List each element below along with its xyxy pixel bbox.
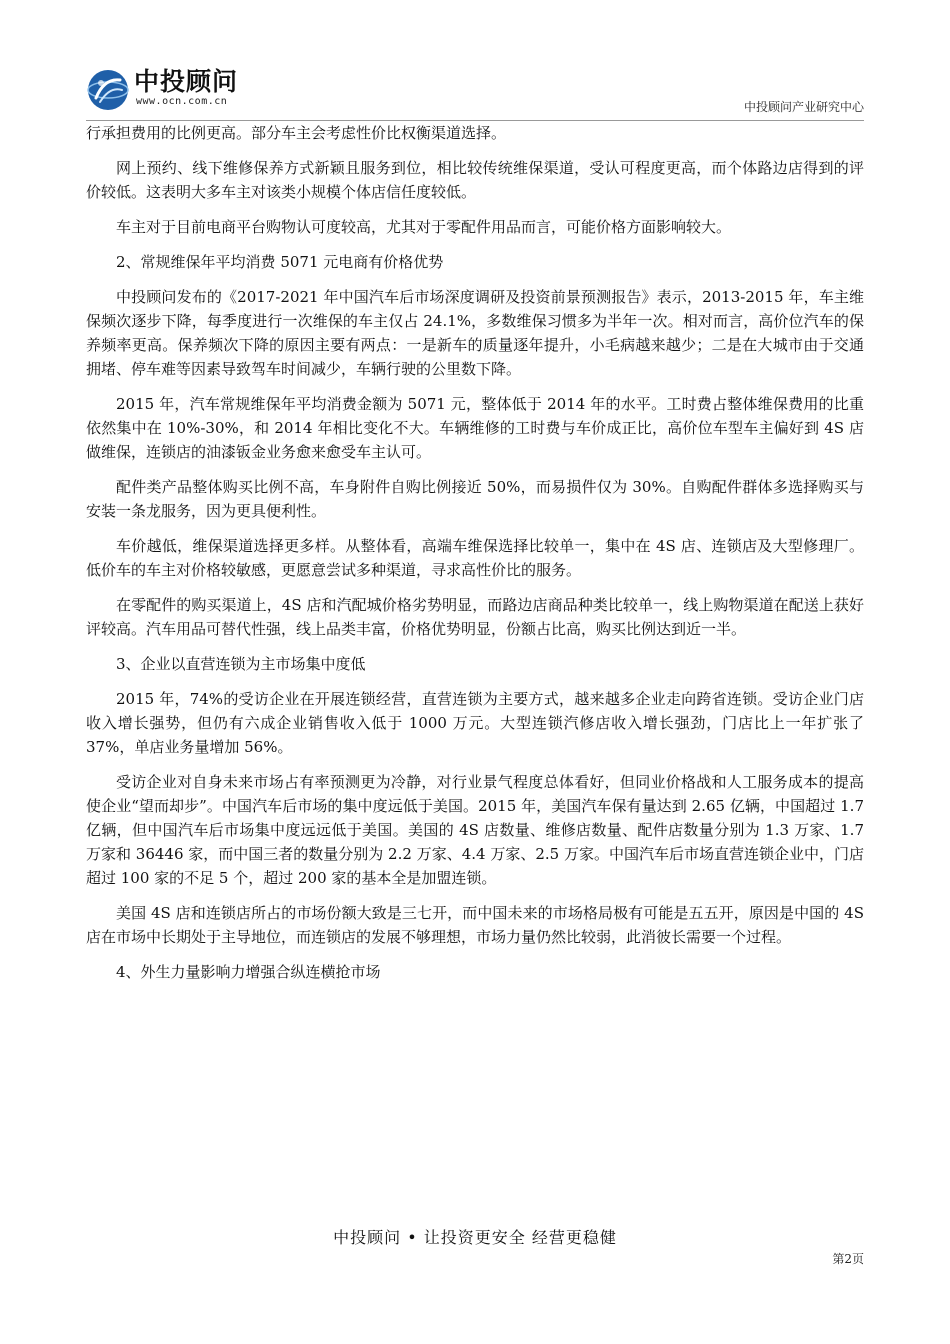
page-number: 第2页 <box>832 1252 864 1266</box>
section-heading: 4、外生力量影响力增强合纵连横抢市场 <box>116 963 381 981</box>
paragraph: 受访企业对自身未来市场占有率预测更为冷静，对行业景气程度总体看好，但同业价格战和人工服务成本的提高使企业“望而却步”。中国汽车后市场的集中度远低于美国。2015 年，美国汽车保有量达到 2.65 亿辆，中国超过 1.7 亿辆，但中国汽车后市场集中度远远低于美国。美国的 4S 店数量、维修店数量、配件店数量分别为 1.3 万家、1.7 万家和 36446 家，而中国三者的数量分别为 2.2 万家、4.4 万家、2.5 万家。中国汽车后市场直营连锁企业中，门店超过 100 家的不足 5 个，超过 200 家的基本全是加盟连锁。 <box>86 773 864 887</box>
paragraph: 车主对于目前电商平台购物认可度较高，尤其对于零配件用品而言，可能价格方面影响较大。 <box>116 218 732 236</box>
paragraph: 2015 年，74%的受访企业在开展连锁经营，直营连锁为主要方式，越来越多企业走向跨省连锁。受访企业门店收入增长强势，但仍有六成企业销售收入低于 1000 万元。大型连锁汽修店收入增长强劲，门店比上一年扩张了 37%，单店业务量增加 56%。 <box>86 690 864 756</box>
page-header <box>86 66 864 118</box>
logo-url: www.ocn.com.cn <box>136 96 228 107</box>
paragraph: 车价越低，维保渠道选择更多样。从整体看，高端车维保选择比较单一，集中在 4S 店、连锁店及大型修理厂。低价车的车主对价格较敏感，更愿意尝试多种渠道，寻求高性价比的服务。 <box>86 537 864 579</box>
section-heading: 3、企业以直营连锁为主市场集中度低 <box>116 655 366 673</box>
logo-globe-icon <box>86 68 130 112</box>
paragraph: 2015 年，汽车常规维保年平均消费金额为 5071 元，整体低于 2014 年的水平。工时费占整体维保费用的比重依然集中在 10%-30%，和 2014 年相比变化不大。车辆维修的工时费与车价成正比，高价位车型车主偏好到 4S 店做维保，连锁店的油漆钣金业务愈来愈受车主认可。 <box>86 395 864 461</box>
org-name: 中投顾问产业研究中心 <box>743 100 864 114</box>
paragraph: 美国 4S 店和连锁店所占的市场份额大致是三七开，而中国未来的市场格局极有可能是五五开，原因是中国的 4S 店在市场中长期处于主导地位，而连锁店的发展不够理想，市场力量仍然比较弱，此消彼长需要一个过程。 <box>86 904 864 946</box>
paragraph: 在零配件的购买渠道上，4S 店和汽配城价格劣势明显，而路边店商品种类比较单一，线上购物渠道在配送上获好评较高。汽车用品可替代性强，线上品类丰富，价格优势明显，份额占比高，购买比例达到近一半。 <box>86 596 864 638</box>
footer-motto: 中投顾问 • 让投资更安全 经营更稳健 <box>333 1228 617 1247</box>
paragraph: 行承担费用的比例更高。部分车主会考虑性价比权衡渠道选择。 <box>86 124 507 142</box>
section-heading: 2、常规维保年平均消费 5071 元电商有价格优势 <box>116 253 444 271</box>
document-body <box>86 121 864 995</box>
logo-name: 中投顾问 <box>134 67 239 96</box>
paragraph: 网上预约、线下维修保养方式新颖且服务到位，相比较传统维保渠道，受认可程度更高，而个体路边店得到的评价较低。这表明大多车主对该类小规模个体店信任度较低。 <box>86 159 864 201</box>
paragraph: 配件类产品整体购买比例不高，车身附件自购比例接近 50%，而易损件仅为 30%。自购配件群体多选择购买与安装一条龙服务，因为更具便利性。 <box>86 478 864 520</box>
paragraph: 中投顾问发布的《2017-2021 年中国汽车后市场深度调研及投资前景预测报告》表示，2013-2015 年，车主维保频次逐步下降，每季度进行一次维保的车主仅占 24.1%，多数维保习惯多为半年一次。相对而言，高价位汽车的保养频率更高。保养频次下降的原因主要有两点：一是新车的质量逐年提升，小毛病越来越少；二是在大城市由于交通拥堵、停车难等因素导致驾车时间减少，车辆行驶的公里数下降。 <box>86 288 864 378</box>
company-logo <box>86 66 256 114</box>
